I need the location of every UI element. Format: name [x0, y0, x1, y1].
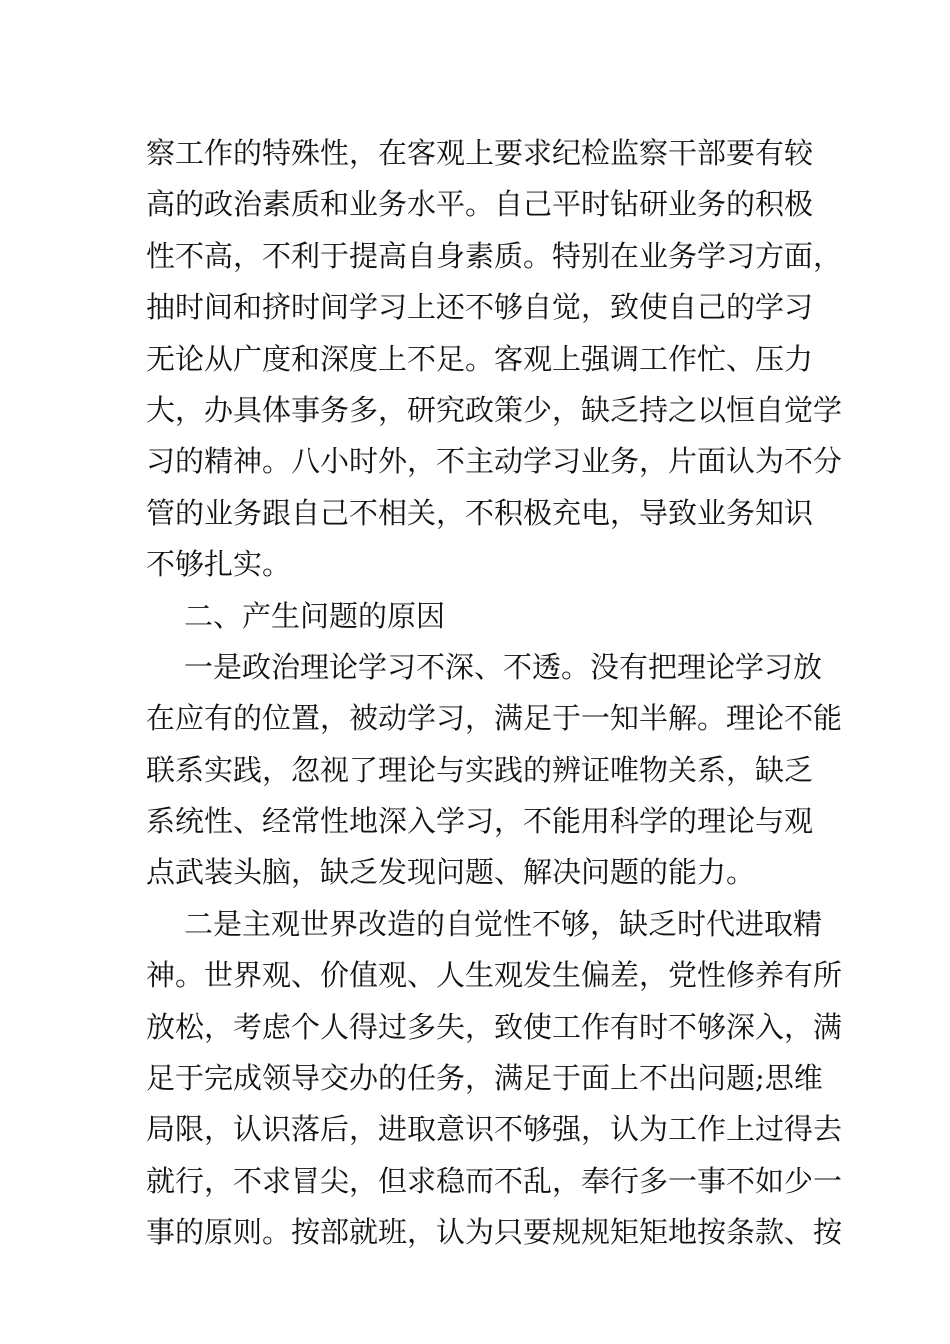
heading-line: 二、产生问题的原因: [184, 598, 446, 633]
text-line: 系统性、经常性地深入学习，不能用科学的理论与观: [146, 804, 814, 839]
text-line: 不够扎实。: [146, 547, 292, 582]
text-line: 无论从广度和深度上不足。客观上强调工作忙、压力: [146, 341, 814, 376]
text-line: 性不高，不利于提高自身素质。特别在业务学习方面，: [146, 238, 843, 273]
text-line: 局限，认识落后，进取意识不够强，认为工作上过得去: [146, 1112, 843, 1147]
text-line: 二是主观世界改造的自觉性不够，缺乏时代进取精: [184, 906, 823, 941]
text-line: 就行，不求冒尖，但求稳而不乱，奉行多一事不如少一: [146, 1163, 843, 1198]
paragraph-2: [146, 642, 843, 899]
text-line: 一是政治理论学习不深、不透。没有把理论学习放: [184, 649, 823, 684]
text-line: 神。世界观、价值观、人生观发生偏差，党性修养有所: [146, 958, 843, 993]
text-line: 联系实践，忽视了理论与实践的辨证唯物关系，缺乏: [146, 752, 814, 787]
text-line: 放松，考虑个人得过多失，致使工作有时不够深入，满: [146, 1009, 843, 1044]
text-line: 在应有的位置，被动学习，满足于一知半解。理论不能: [146, 701, 843, 736]
text-line: 察工作的特殊性，在客观上要求纪检监察干部要有较: [146, 136, 814, 170]
text-line: 事的原则。按部就班，认为只要规规矩矩地按条款、按: [146, 1215, 843, 1250]
text-line: 足于完成领导交办的任务，满足于面上不出问题;思维: [146, 1061, 823, 1096]
text-line: 管的业务跟自己不相关，不积极充电，导致业务知识: [146, 495, 814, 530]
text-line: 点武装头脑，缺乏发现问题、解决问题的能力。: [146, 855, 756, 890]
text-line: 大，办具体事务多，研究政策少，缺乏持之以恒自觉学: [146, 392, 843, 427]
body-text: [146, 128, 843, 1259]
section-heading: [146, 591, 806, 642]
text-line: 习的精神。八小时外，不主动学习业务，片面认为不分: [146, 444, 843, 479]
paragraph-3: [146, 899, 843, 1259]
paragraph-1: [146, 128, 843, 591]
text-line: 抽时间和挤时间学习上还不够自觉，致使自己的学习: [146, 290, 814, 325]
text-line: 高的政治素质和业务水平。自己平时钻研业务的积极: [146, 187, 814, 222]
